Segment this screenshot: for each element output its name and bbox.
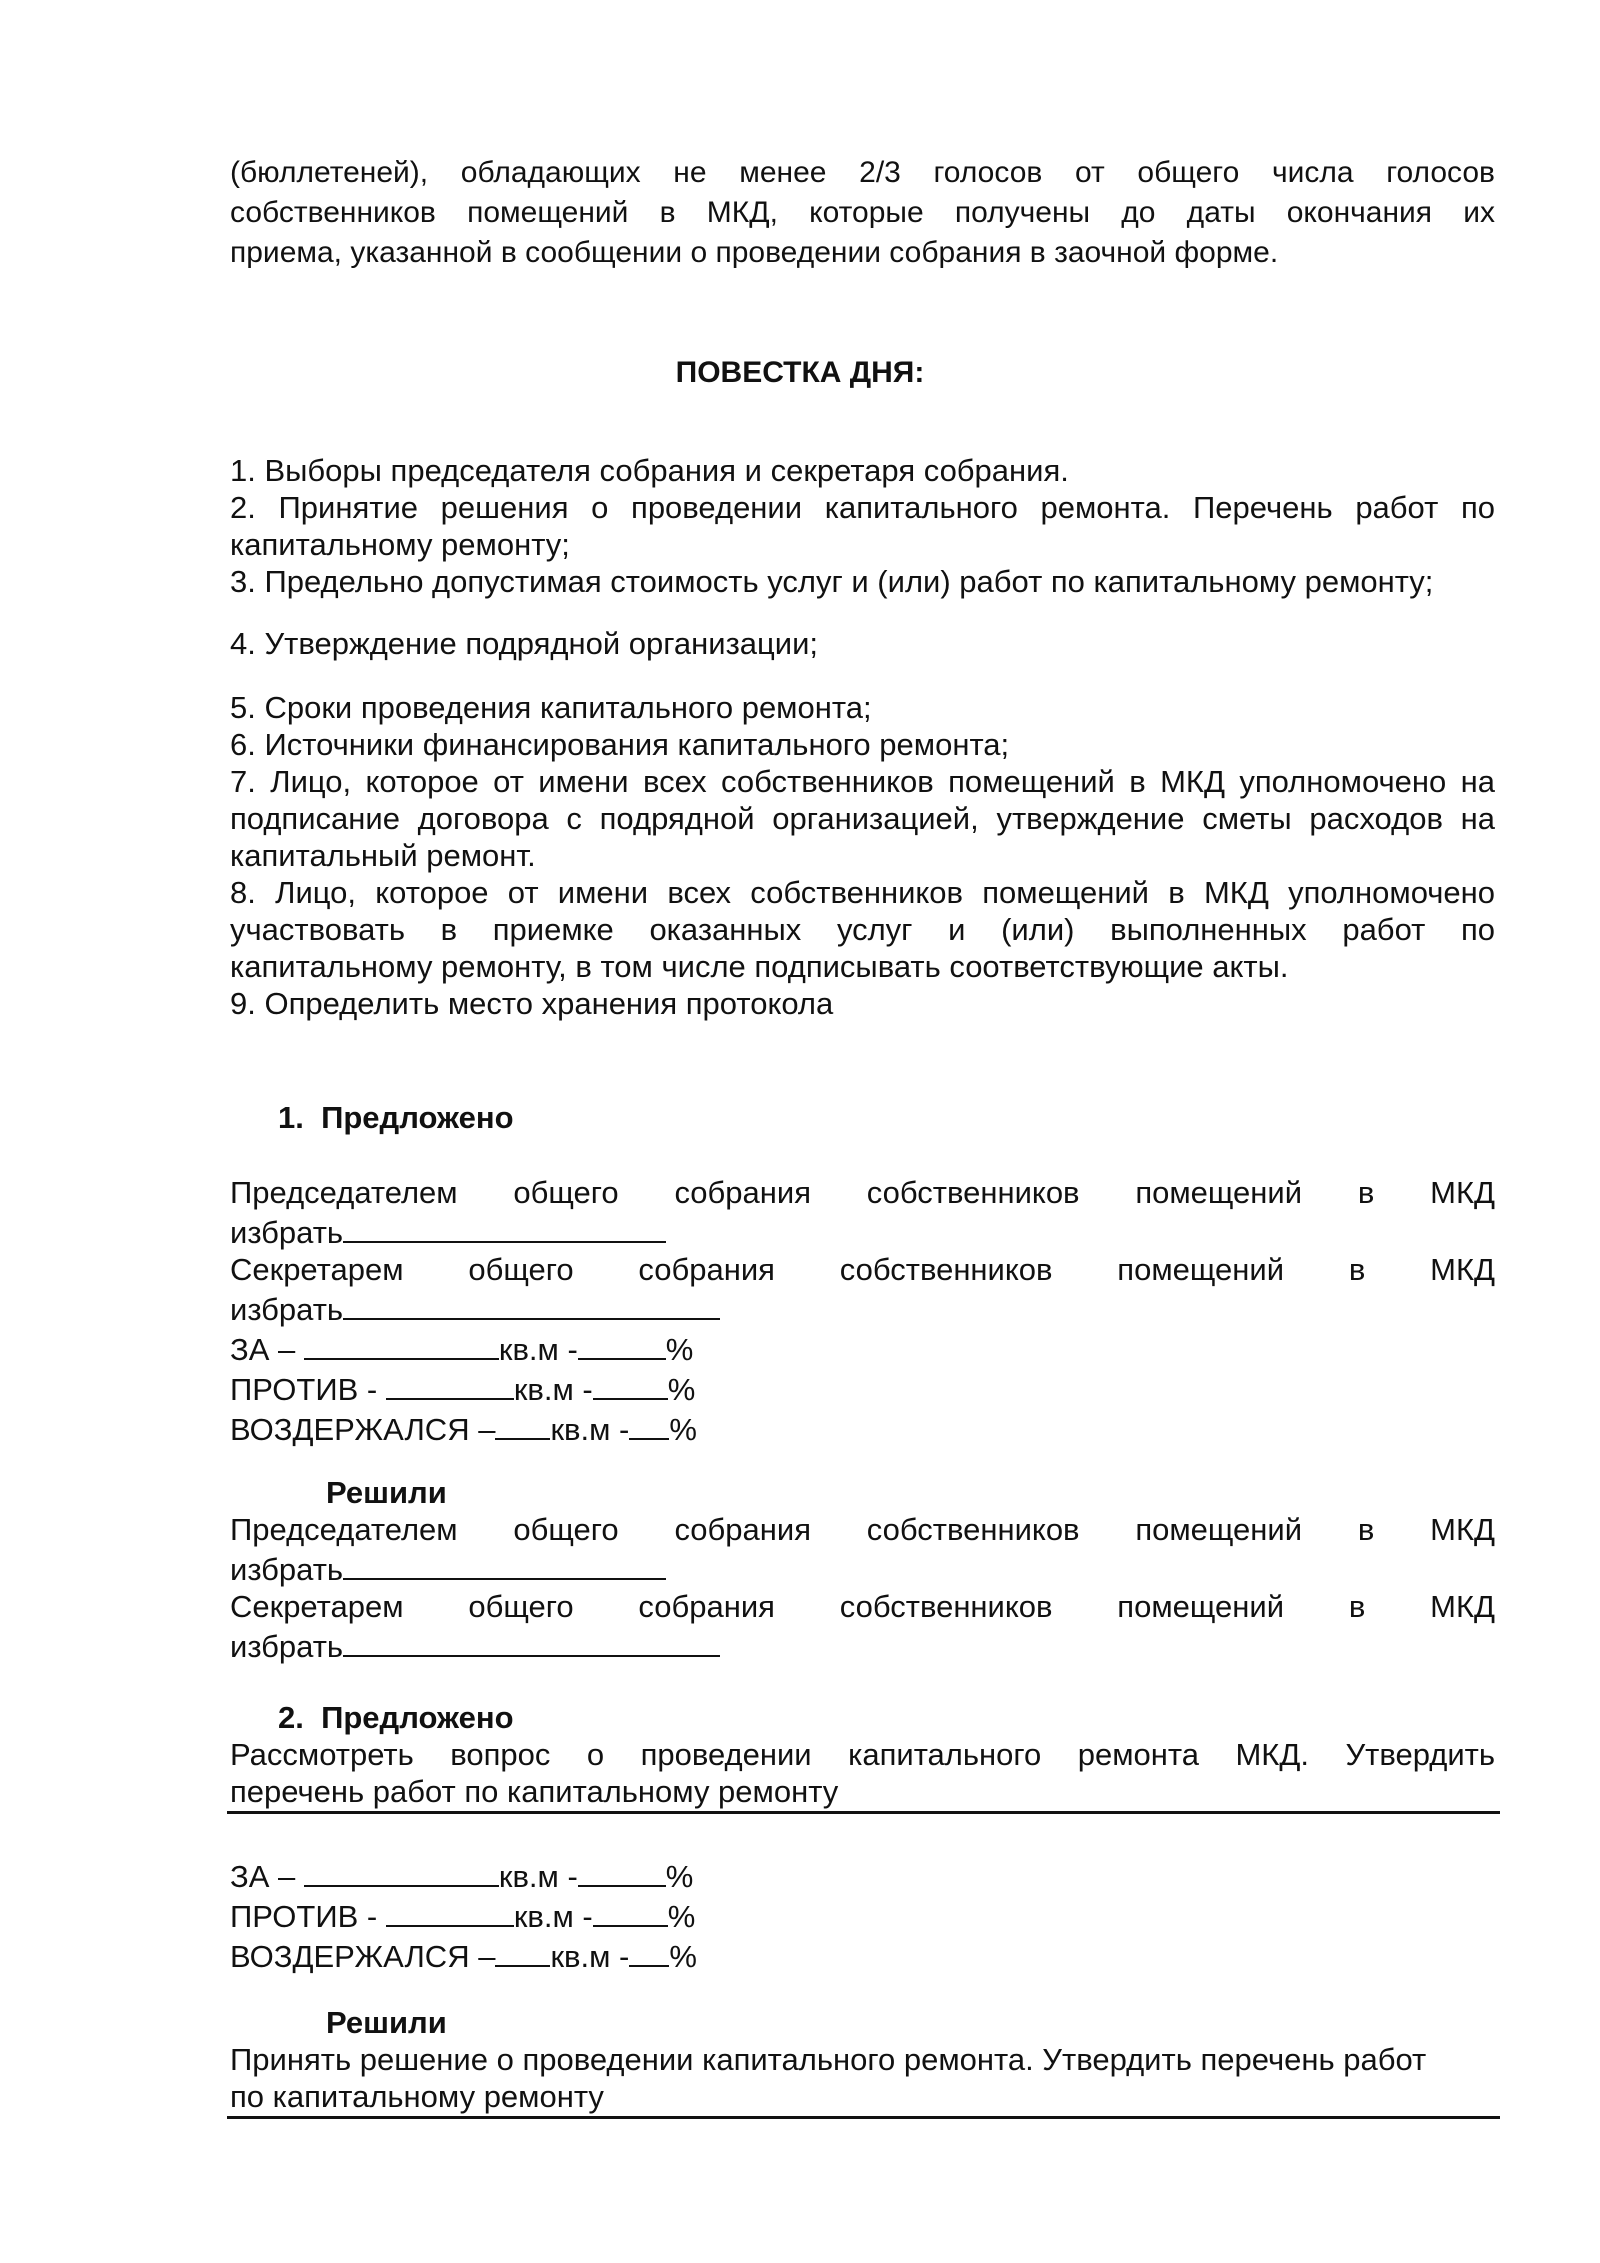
intro-line: (бюллетеней), обладающих не менее 2/3 голосов от общего числа голосов bbox=[230, 156, 1495, 189]
intro-line: приема, указанной в сообщении о проведении собрания в заочной форме. bbox=[230, 236, 1279, 269]
section2-proposed: Предложено bbox=[321, 1700, 514, 1735]
vote-against: ПРОТИВ - кв.м - % bbox=[230, 1368, 1495, 1408]
elect-chair: избрать bbox=[230, 1548, 1495, 1588]
agenda-item: капитальный ремонт. bbox=[230, 838, 536, 873]
proposal-line: Рассмотреть вопрос о проведении капитального ремонта МКД. Утвердить bbox=[230, 1737, 1495, 1772]
section1-proposed: Предложено bbox=[321, 1100, 514, 1135]
chair-line: Председателем общего собрания собственников помещений в МКД bbox=[230, 1175, 1495, 1210]
agenda-item: участвовать в приемке оказанных услуг и (или) выполненных работ по bbox=[230, 912, 1495, 947]
agenda-item: 4. Утверждение подрядной организации; bbox=[230, 626, 819, 661]
agenda-item: 6. Источники финансирования капитального ремонта; bbox=[230, 727, 1010, 762]
section1-number: 1. bbox=[278, 1100, 304, 1135]
agenda-item: 7. Лицо, которое от имени всех собственников помещений в МКД уполномочено на bbox=[230, 764, 1495, 799]
chair-blank bbox=[343, 1211, 666, 1243]
elect-secretary: избрать bbox=[230, 1625, 1495, 1665]
section2-decided: Решили bbox=[326, 2005, 447, 2040]
intro-paragraph bbox=[230, 153, 1495, 273]
agenda-title: ПОВЕСТКА ДНЯ: bbox=[675, 356, 925, 389]
agenda-item: 3. Предельно допустимая стоимость услуг и (или) работ по капитальному ремонту; bbox=[230, 564, 1434, 599]
vote-against: ПРОТИВ - кв.м - % bbox=[230, 1895, 1495, 1935]
secretary-blank bbox=[343, 1288, 720, 1320]
proposal-line: перечень работ по капитальному ремонту bbox=[230, 1774, 839, 1809]
decision-line: по капитальному ремонту bbox=[230, 2079, 604, 2114]
chair-blank bbox=[343, 1548, 666, 1580]
vote-for: ЗА – кв.м - % bbox=[230, 1855, 1495, 1895]
secretary-line: Секретарем общего собрания собственников помещений в МКД bbox=[230, 1252, 1495, 1287]
intro-line: собственников помещений в МКД, которые получены до даты окончания их bbox=[230, 196, 1495, 229]
secretary-line: Секретарем общего собрания собственников помещений в МКД bbox=[230, 1589, 1495, 1624]
decision-line: Принять решение о проведении капитального ремонта. Утвердить перечень работ bbox=[230, 2042, 1427, 2077]
agenda-item: 1. Выборы председателя собрания и секретаря собрания. bbox=[230, 453, 1069, 488]
agenda-item: 5. Сроки проведения капитального ремонта; bbox=[230, 690, 872, 725]
agenda-item: подписание договора с подрядной организацией, утверждение сметы расходов на bbox=[230, 801, 1495, 836]
vote-for: ЗА – кв.м - % bbox=[230, 1328, 1495, 1368]
agenda-list bbox=[230, 689, 1495, 1022]
secretary-blank bbox=[343, 1625, 720, 1657]
section2-number: 2. bbox=[278, 1700, 304, 1735]
section2-proposal bbox=[230, 1736, 1495, 1810]
proposal-underline bbox=[227, 1811, 1500, 1814]
agenda-list bbox=[230, 625, 1495, 662]
section2-decision bbox=[230, 2041, 1495, 2115]
agenda-item: 2. Принятие решения о проведении капитального ремонта. Перечень работ по bbox=[230, 490, 1495, 525]
section1-heading bbox=[278, 1099, 514, 1136]
section1-decided: Решили bbox=[326, 1475, 447, 1510]
agenda-item: 9. Определить место хранения протокола bbox=[230, 986, 834, 1021]
section2-votes bbox=[230, 1855, 1495, 1975]
section1-decision bbox=[230, 1511, 1495, 1665]
agenda-item: капитальному ремонту; bbox=[230, 527, 570, 562]
agenda-item: 8. Лицо, которое от имени всех собственников помещений в МКД уполномочено bbox=[230, 875, 1495, 910]
elect-chair: избрать bbox=[230, 1211, 1495, 1251]
chair-line: Председателем общего собрания собственников помещений в МКД bbox=[230, 1512, 1495, 1547]
agenda-list bbox=[230, 452, 1495, 600]
vote-abstain: ВОЗДЕРЖАЛСЯ – кв.м - % bbox=[230, 1408, 1495, 1448]
agenda-item: капитальному ремонту, в том числе подписывать соответствующие акты. bbox=[230, 949, 1289, 984]
section1-proposal bbox=[230, 1174, 1495, 1448]
decision-underline bbox=[227, 2116, 1500, 2119]
vote-abstain: ВОЗДЕРЖАЛСЯ – кв.м - % bbox=[230, 1935, 1495, 1975]
elect-secretary: избрать bbox=[230, 1288, 1495, 1328]
section2-heading bbox=[278, 1699, 514, 1736]
